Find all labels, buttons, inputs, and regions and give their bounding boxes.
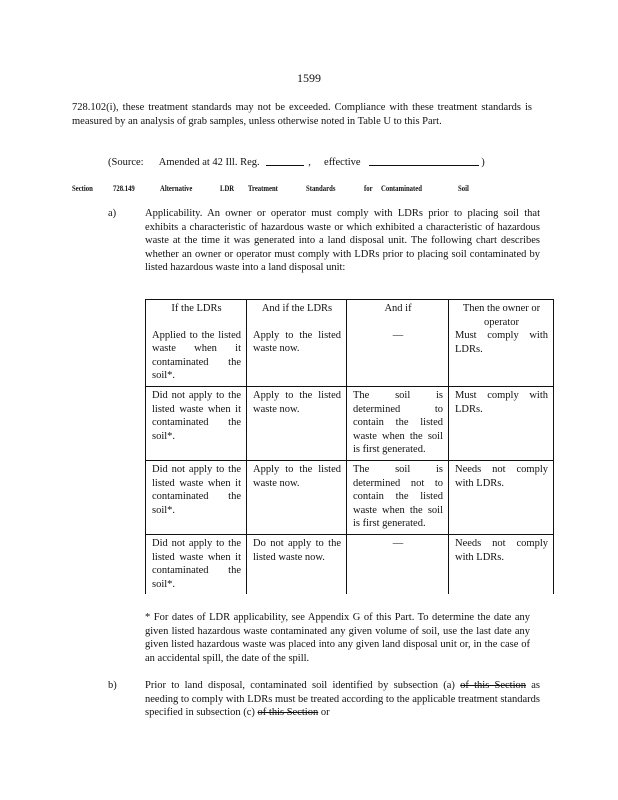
table-header: Then the owner or operator xyxy=(462,303,541,328)
item-b-text-part: Prior to land disposal, contaminated soil identified by subsection (a) xyxy=(145,680,455,691)
table-cell-text: — xyxy=(392,537,404,549)
source-amended: Amended at 42 Ill. Reg. xyxy=(158,157,260,168)
table-cell-text: Needs not comply with LDRs. xyxy=(455,463,548,489)
table-cell-text: The soil is determined not to contain the listed waste when the soil is first generated. xyxy=(353,463,443,530)
table-cell xyxy=(347,386,449,460)
table-cell xyxy=(247,300,347,387)
item-b-text-part: as needing to comply with LDRs must be treated according to the applicable treatment standards specified in subsection (c) xyxy=(145,680,541,719)
table-cell xyxy=(146,386,247,460)
table-cell-text: Did not apply to the listed waste when it contaminated the soil*. xyxy=(152,537,241,590)
section-label: Section xyxy=(72,183,93,193)
section-title-word: Treatment xyxy=(248,183,278,193)
source-close: ) xyxy=(481,157,485,168)
table-cell-text: Applied to the listed waste when it contaminated the soil*. xyxy=(152,329,241,382)
source-note xyxy=(108,155,528,170)
table-cell xyxy=(247,534,347,594)
source-label: (Source: xyxy=(108,157,144,168)
table-row xyxy=(146,300,554,387)
table-cell-text: Apply to the listed waste now. xyxy=(253,463,341,489)
table-header: And if xyxy=(384,303,412,314)
table-row xyxy=(146,460,554,534)
table-cell xyxy=(146,460,247,534)
table-cell xyxy=(247,386,347,460)
section-title-word: Alternative xyxy=(160,183,193,193)
register-blank xyxy=(266,155,304,166)
table-row xyxy=(146,534,554,594)
table-cell xyxy=(247,460,347,534)
table-cell-text: Do not apply to the listed waste now. xyxy=(253,537,341,563)
table-footnote: * For dates of LDR applicability, see Appendix G of this Part. To determine the date any given listed hazardous waste contaminated any given volume of soil, use the last date any given listed hazardous waste was placed into any given land disposal unit or, in the case of an accidental spill, the date of the spill. xyxy=(145,612,530,664)
table-cell xyxy=(347,460,449,534)
table-header: If the LDRs xyxy=(171,303,222,314)
table-cell-text: — xyxy=(392,329,404,341)
page-number: 1599 xyxy=(297,71,321,85)
table-cell xyxy=(449,300,554,387)
table-cell-text: Must comply with LDRs. xyxy=(455,330,548,355)
deleted-text: of this Section xyxy=(257,707,319,719)
source-effective: effective xyxy=(324,157,361,168)
effective-date-blank xyxy=(369,155,479,166)
item-b-marker: b) xyxy=(108,680,117,691)
intro-paragraph: 728.102(i), these treatment standards may not be exceeded. Compliance with these treatment standards is measured by an analysis of grab samples, unless otherwise noted in Table U to this Part. xyxy=(72,102,535,127)
table-cell-text: Must comply with LDRs. xyxy=(455,389,548,415)
ldr-applicability-table xyxy=(145,299,554,594)
section-title-word: for xyxy=(364,183,373,193)
table-cell-text: Apply to the listed waste now. xyxy=(253,389,341,415)
table-cell-text: Did not apply to the listed waste when it contaminated the soil*. xyxy=(152,463,241,516)
item-a-marker: a) xyxy=(108,208,117,219)
table-header: And if the LDRs xyxy=(261,303,333,314)
table-cell xyxy=(347,300,449,387)
section-title-word: Standards xyxy=(306,183,336,193)
deleted-text: of this Section xyxy=(460,680,527,691)
table-cell-text: Did not apply to the listed waste when it contaminated the soil*. xyxy=(152,389,241,442)
section-title xyxy=(160,182,192,196)
section-title-word: Soil xyxy=(458,183,469,193)
table-cell xyxy=(449,460,554,534)
section-number: 728.149 xyxy=(113,183,135,193)
table-cell-text: Needs not comply with LDRs. xyxy=(455,537,548,563)
item-b-text-part: or xyxy=(320,707,330,719)
item-a-text: Applicability. An owner or operator must comply with LDRs prior to placing soil that exhibits a characteristic of hazardous waste or which exhibited a characteristic of hazardous waste at the time it was generated into a land disposal unit. The following chart describes whether an owner or operator must comply with LDRs prior to placing soil contaminated by listed hazardous waste into a land disposal unit: xyxy=(145,208,540,274)
table-cell xyxy=(449,534,554,594)
item-b-text xyxy=(145,679,540,720)
table-cell xyxy=(347,534,449,594)
section-title-word: Contaminated xyxy=(381,183,422,193)
table-cell xyxy=(449,386,554,460)
source-comma: , xyxy=(308,157,311,168)
section-title-word: LDR xyxy=(220,183,235,193)
table-cell xyxy=(146,534,247,594)
table-cell-text: Apply to the listed waste now. xyxy=(253,329,341,355)
table-cell xyxy=(146,300,247,387)
table-row xyxy=(146,386,554,460)
table-cell-text: The soil is determined to contain the listed waste when the soil is first generated. xyxy=(353,389,443,456)
